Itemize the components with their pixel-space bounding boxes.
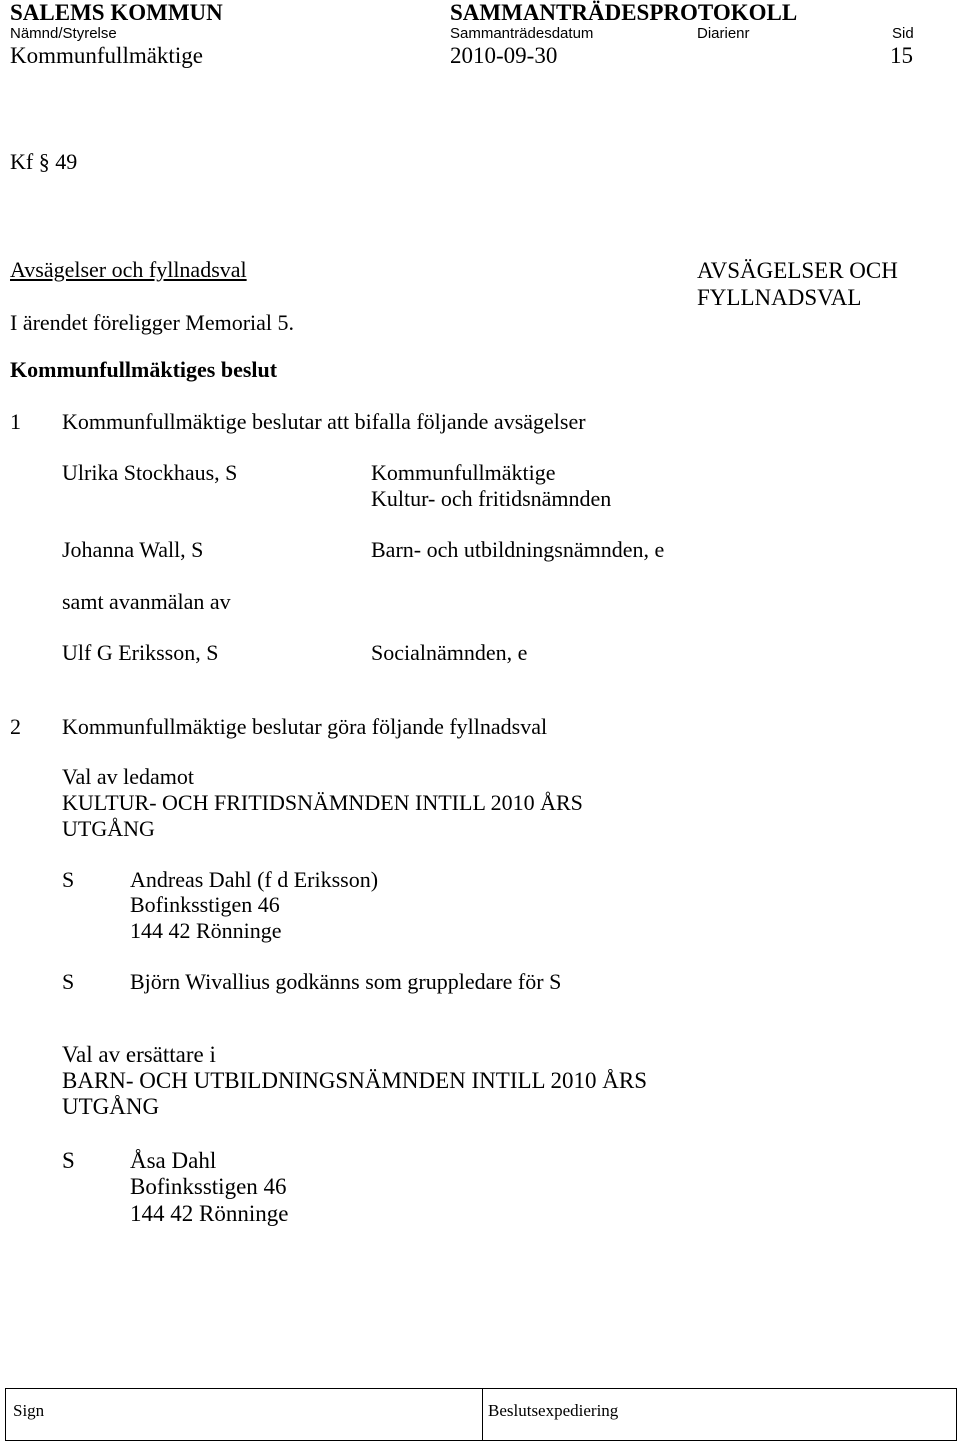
resignation-name: Johanna Wall, S bbox=[62, 537, 204, 562]
matter-intro: I ärendet föreligger Memorial 5. bbox=[10, 310, 295, 335]
municipality-name: SALEMS KOMMUN bbox=[10, 0, 223, 25]
point-text: Kommunfullmäktige beslutar göra följande fyllnadsval bbox=[62, 714, 548, 739]
board-name: Kommunfullmäktige bbox=[10, 43, 203, 68]
resignation-body: Kommunfullmäktige bbox=[371, 460, 556, 485]
election-heading: UTGÅNG bbox=[62, 1094, 160, 1119]
sign-label: Sign bbox=[13, 1401, 45, 1420]
point-number: 1 bbox=[10, 409, 21, 434]
deregistration-intro: samt avanmälan av bbox=[62, 589, 231, 614]
resignation-name: Ulrika Stockhaus, S bbox=[62, 460, 238, 485]
elected-person: Åsa Dahl bbox=[130, 1148, 217, 1173]
elected-postal-address: 144 42 Rönninge bbox=[130, 918, 282, 943]
point-text: Kommunfullmäktige beslutar att bifalla följande avsägelser bbox=[62, 409, 586, 434]
signature-footer bbox=[5, 1388, 957, 1441]
matter-title: Avsägelser och fyllnadsval bbox=[10, 257, 247, 282]
election-heading: BARN- OCH UTBILDNINGSNÄMNDEN INTILL 2010 ÅRS bbox=[62, 1068, 647, 1093]
party-code: S bbox=[62, 1148, 75, 1173]
resignation-body: Kultur- och fritidsnämnden bbox=[371, 486, 612, 511]
election-heading: Val av ledamot bbox=[62, 764, 194, 789]
decision-heading: Kommunfullmäktiges beslut bbox=[10, 357, 278, 382]
board-label: Nämnd/Styrelse bbox=[10, 25, 117, 42]
election-heading: Val av ersättare i bbox=[62, 1042, 216, 1067]
elected-address: Bofinksstigen 46 bbox=[130, 1174, 287, 1199]
elected-address: Bofinksstigen 46 bbox=[130, 892, 280, 917]
meeting-date-label: Sammanträdesdatum bbox=[450, 25, 594, 42]
matter-subject-line: FYLLNADSVAL bbox=[697, 285, 862, 310]
election-heading: KULTUR- OCH FRITIDSNÄMNDEN INTILL 2010 ÅRS bbox=[62, 790, 583, 815]
party-code: S bbox=[62, 867, 75, 892]
footer-divider bbox=[482, 1389, 483, 1440]
election-heading: UTGÅNG bbox=[62, 816, 155, 841]
party-code: S bbox=[62, 969, 75, 994]
deregistration-name: Ulf G Eriksson, S bbox=[62, 640, 219, 665]
elected-person: Andreas Dahl (f d Eriksson) bbox=[130, 867, 379, 892]
meeting-date: 2010-09-30 bbox=[450, 43, 558, 68]
elected-postal-address: 144 42 Rönninge bbox=[130, 1201, 289, 1226]
document-type: SAMMANTRÄDESPROTOKOLL bbox=[450, 0, 798, 25]
deregistration-body: Socialnämnden, e bbox=[371, 640, 528, 665]
dispatch-label: Beslutsexpediering bbox=[488, 1401, 619, 1420]
page-label: Sid bbox=[892, 25, 914, 42]
diary-number-label: Diarienr bbox=[697, 25, 750, 42]
group-leader-note: Björn Wivallius godkänns som gruppledare för S bbox=[130, 969, 562, 994]
point-number: 2 bbox=[10, 714, 21, 739]
paragraph-number: Kf § 49 bbox=[10, 149, 78, 174]
page-number: 15 bbox=[890, 43, 913, 68]
matter-subject-line: AVSÄGELSER OCH bbox=[697, 258, 898, 283]
resignation-body: Barn- och utbildningsnämnden, e bbox=[371, 537, 665, 562]
